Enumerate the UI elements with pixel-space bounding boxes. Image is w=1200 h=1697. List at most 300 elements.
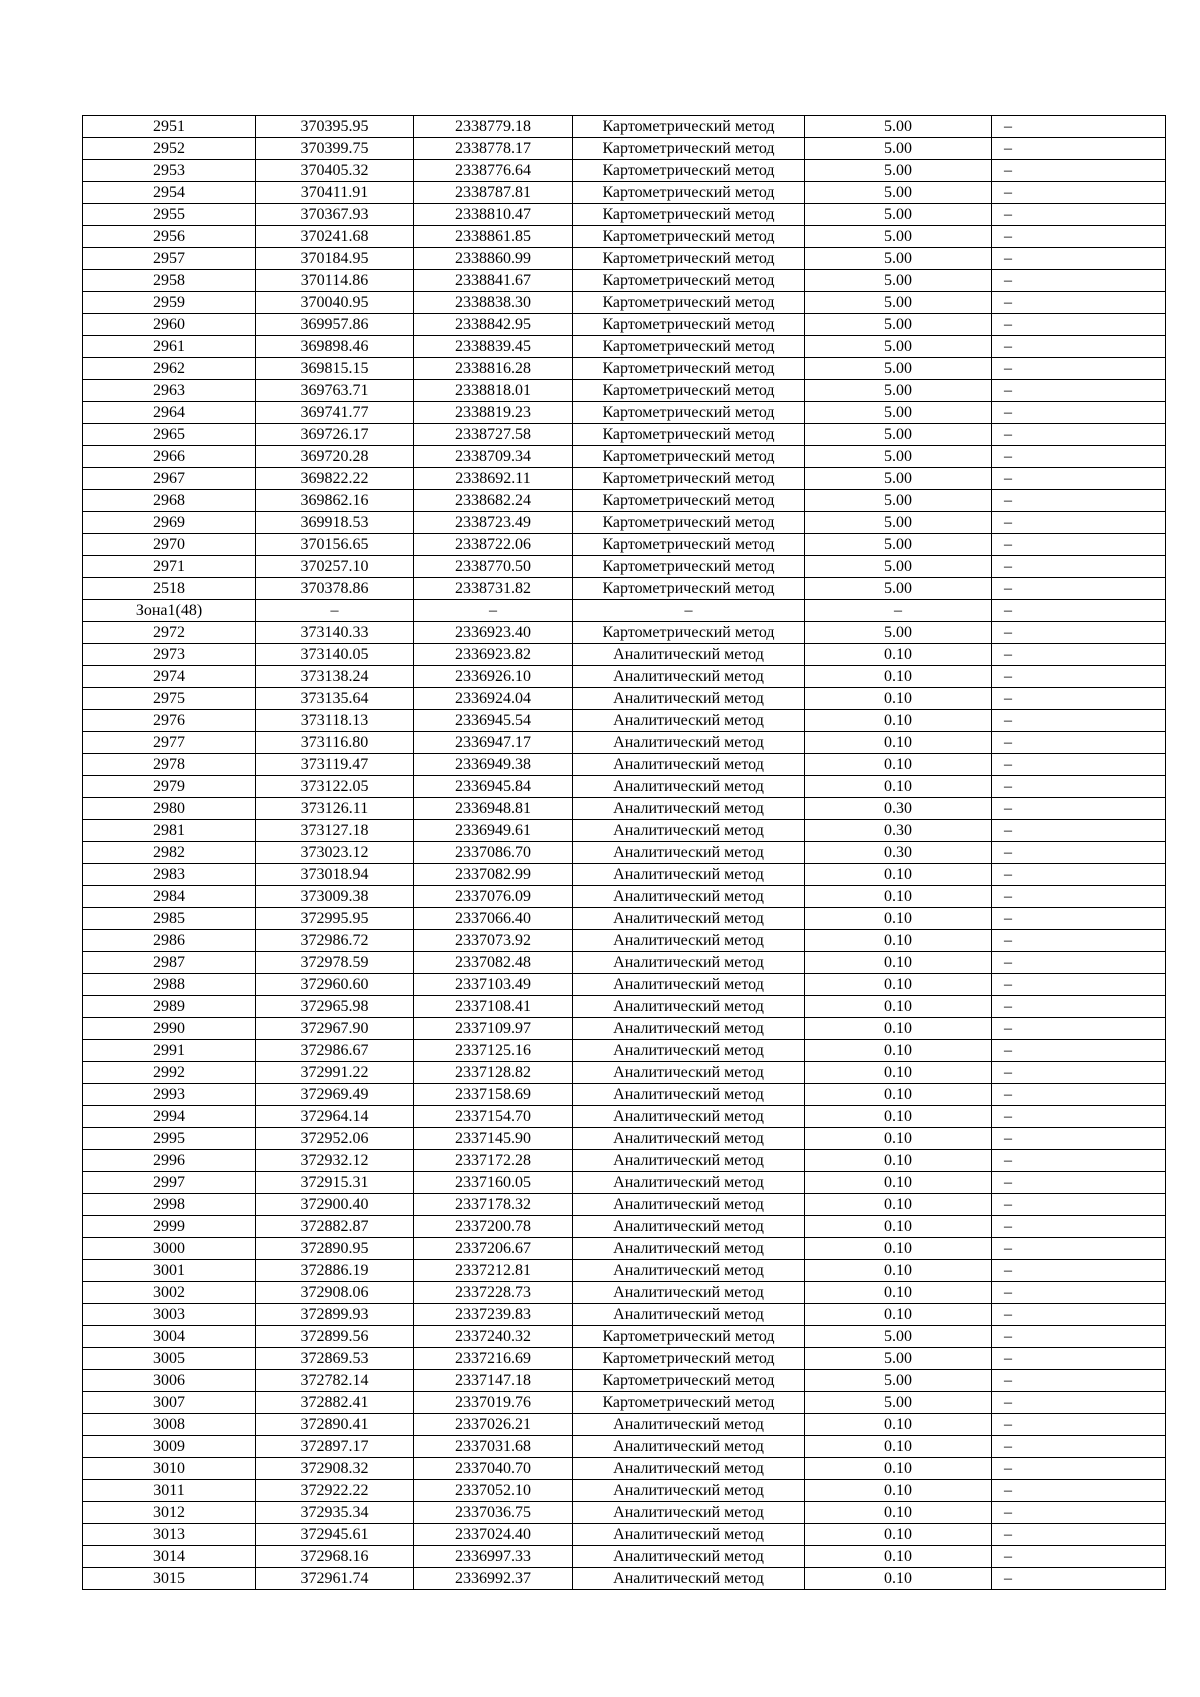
y-coordinate-cell: 2337128.82 (414, 1062, 573, 1084)
accuracy-cell: 0.10 (805, 930, 992, 952)
method-cell: Аналитический метод (573, 644, 805, 666)
point-number-cell: 3005 (83, 1348, 256, 1370)
point-number-cell: 2997 (83, 1172, 256, 1194)
table-row (83, 1414, 1166, 1436)
method-cell: Аналитический метод (573, 886, 805, 908)
point-number-cell: 2974 (83, 666, 256, 688)
y-coordinate-cell: 2337024.40 (414, 1524, 573, 1546)
accuracy-cell: 0.10 (805, 952, 992, 974)
point-number-cell: 2960 (83, 314, 256, 336)
x-coordinate-cell: 369918.53 (256, 512, 414, 534)
x-coordinate-cell: 370367.93 (256, 204, 414, 226)
note-cell: – (992, 622, 1166, 644)
accuracy-cell: 5.00 (805, 182, 992, 204)
table-row (83, 204, 1166, 226)
accuracy-cell: 5.00 (805, 424, 992, 446)
note-cell: – (992, 424, 1166, 446)
point-number-cell: 2956 (83, 226, 256, 248)
x-coordinate-cell: 372899.56 (256, 1326, 414, 1348)
point-number-cell: 2953 (83, 160, 256, 182)
table-row (83, 1326, 1166, 1348)
x-coordinate-cell: 372935.34 (256, 1502, 414, 1524)
point-number-cell: 2983 (83, 864, 256, 886)
method-cell: Аналитический метод (573, 1458, 805, 1480)
note-cell: – (992, 1392, 1166, 1414)
y-coordinate-cell: 2338816.28 (414, 358, 573, 380)
method-cell: Аналитический метод (573, 666, 805, 688)
table-row (83, 1304, 1166, 1326)
point-number-cell: 2987 (83, 952, 256, 974)
note-cell: – (992, 116, 1166, 138)
point-number-cell: 2968 (83, 490, 256, 512)
y-coordinate-cell: 2337145.90 (414, 1128, 573, 1150)
note-cell: – (992, 270, 1166, 292)
accuracy-cell: 5.00 (805, 116, 992, 138)
note-cell: – (992, 908, 1166, 930)
note-cell: – (992, 688, 1166, 710)
table-row (83, 1084, 1166, 1106)
table-row (83, 1062, 1166, 1084)
x-coordinate-cell: 372968.16 (256, 1546, 414, 1568)
method-cell: Картометрический метод (573, 446, 805, 468)
method-cell: – (573, 600, 805, 622)
point-number-cell: 2957 (83, 248, 256, 270)
y-coordinate-cell: 2336948.81 (414, 798, 573, 820)
table-row (83, 644, 1166, 666)
accuracy-cell: 0.10 (805, 1414, 992, 1436)
point-number-cell: 2967 (83, 468, 256, 490)
note-cell: – (992, 1172, 1166, 1194)
method-cell: Картометрический метод (573, 468, 805, 490)
y-coordinate-cell: 2336923.40 (414, 622, 573, 644)
method-cell: Аналитический метод (573, 908, 805, 930)
point-number-cell: 3013 (83, 1524, 256, 1546)
method-cell: Аналитический метод (573, 1106, 805, 1128)
y-coordinate-cell: 2338819.23 (414, 402, 573, 424)
point-number-cell: 3006 (83, 1370, 256, 1392)
table-row (83, 1260, 1166, 1282)
point-number-cell: 2518 (83, 578, 256, 600)
y-coordinate-cell: 2337239.83 (414, 1304, 573, 1326)
accuracy-cell: 5.00 (805, 358, 992, 380)
table-row (83, 1436, 1166, 1458)
x-coordinate-cell: 372869.53 (256, 1348, 414, 1370)
method-cell: Аналитический метод (573, 1524, 805, 1546)
method-cell: Картометрический метод (573, 270, 805, 292)
note-cell: – (992, 1568, 1166, 1590)
x-coordinate-cell: 370378.86 (256, 578, 414, 600)
method-cell: Картометрический метод (573, 424, 805, 446)
method-cell: Аналитический метод (573, 842, 805, 864)
note-cell: – (992, 1458, 1166, 1480)
point-number-cell: 2972 (83, 622, 256, 644)
x-coordinate-cell: 373138.24 (256, 666, 414, 688)
y-coordinate-cell: 2337178.32 (414, 1194, 573, 1216)
table-row (83, 1238, 1166, 1260)
note-cell: – (992, 1150, 1166, 1172)
x-coordinate-cell: 373119.47 (256, 754, 414, 776)
point-number-cell: 2996 (83, 1150, 256, 1172)
method-cell: Аналитический метод (573, 1546, 805, 1568)
x-coordinate-cell: 369720.28 (256, 446, 414, 468)
table-row (83, 666, 1166, 688)
accuracy-cell: 5.00 (805, 468, 992, 490)
note-cell: – (992, 1370, 1166, 1392)
x-coordinate-cell: 372932.12 (256, 1150, 414, 1172)
method-cell: Аналитический метод (573, 864, 805, 886)
point-number-cell: 3009 (83, 1436, 256, 1458)
note-cell: – (992, 1106, 1166, 1128)
y-coordinate-cell: 2337026.21 (414, 1414, 573, 1436)
method-cell: Картометрический метод (573, 358, 805, 380)
table-row (83, 556, 1166, 578)
table-row (83, 1194, 1166, 1216)
note-cell: – (992, 490, 1166, 512)
x-coordinate-cell: 372900.40 (256, 1194, 414, 1216)
x-coordinate-cell: 369763.71 (256, 380, 414, 402)
method-cell: Картометрический метод (573, 138, 805, 160)
method-cell: Картометрический метод (573, 1370, 805, 1392)
point-number-cell: 2999 (83, 1216, 256, 1238)
accuracy-cell: 5.00 (805, 204, 992, 226)
y-coordinate-cell: 2337125.16 (414, 1040, 573, 1062)
x-coordinate-cell: 372890.41 (256, 1414, 414, 1436)
table-row (83, 996, 1166, 1018)
point-number-cell: 2965 (83, 424, 256, 446)
note-cell: – (992, 974, 1166, 996)
accuracy-cell: 0.10 (805, 1018, 992, 1040)
y-coordinate-cell: 2337109.97 (414, 1018, 573, 1040)
table-row (83, 446, 1166, 468)
y-coordinate-cell: 2337216.69 (414, 1348, 573, 1370)
table-row (83, 1040, 1166, 1062)
y-coordinate-cell: 2338682.24 (414, 490, 573, 512)
table-row (83, 248, 1166, 270)
note-cell: – (992, 446, 1166, 468)
x-coordinate-cell: 372961.74 (256, 1568, 414, 1590)
note-cell: – (992, 160, 1166, 182)
y-coordinate-cell: 2337108.41 (414, 996, 573, 1018)
note-cell: – (992, 644, 1166, 666)
method-cell: Аналитический метод (573, 996, 805, 1018)
method-cell: Картометрический метод (573, 622, 805, 644)
table-row (83, 842, 1166, 864)
note-cell: – (992, 666, 1166, 688)
accuracy-cell: 5.00 (805, 578, 992, 600)
x-coordinate-cell: 372995.95 (256, 908, 414, 930)
method-cell: Аналитический метод (573, 1304, 805, 1326)
accuracy-cell: 0.10 (805, 1304, 992, 1326)
x-coordinate-cell: 370184.95 (256, 248, 414, 270)
point-number-cell: 2981 (83, 820, 256, 842)
x-coordinate-cell: 372969.49 (256, 1084, 414, 1106)
y-coordinate-cell: 2337036.75 (414, 1502, 573, 1524)
point-number-cell: 3014 (83, 1546, 256, 1568)
point-number-cell: 3001 (83, 1260, 256, 1282)
note-cell: – (992, 1546, 1166, 1568)
point-number-cell: 3007 (83, 1392, 256, 1414)
point-number-cell: 3011 (83, 1480, 256, 1502)
y-coordinate-cell: 2336945.84 (414, 776, 573, 798)
accuracy-cell: 0.10 (805, 754, 992, 776)
point-number-cell: 2955 (83, 204, 256, 226)
table-row (83, 864, 1166, 886)
point-number-cell: 2990 (83, 1018, 256, 1040)
accuracy-cell: 0.10 (805, 732, 992, 754)
accuracy-cell: 5.00 (805, 292, 992, 314)
y-coordinate-cell: 2337031.68 (414, 1436, 573, 1458)
method-cell: Аналитический метод (573, 820, 805, 842)
point-number-cell: 3008 (83, 1414, 256, 1436)
point-number-cell: 3004 (83, 1326, 256, 1348)
table-row (83, 138, 1166, 160)
method-cell: Аналитический метод (573, 776, 805, 798)
accuracy-cell: 0.10 (805, 1128, 992, 1150)
table-row (83, 1480, 1166, 1502)
table-row (83, 534, 1166, 556)
x-coordinate-cell: 372967.90 (256, 1018, 414, 1040)
note-cell: – (992, 600, 1166, 622)
table-row (83, 1216, 1166, 1238)
accuracy-cell: 5.00 (805, 226, 992, 248)
table-row (83, 1458, 1166, 1480)
y-coordinate-cell: 2337212.81 (414, 1260, 573, 1282)
point-number-cell: 2980 (83, 798, 256, 820)
note-cell: – (992, 358, 1166, 380)
y-coordinate-cell: 2337200.78 (414, 1216, 573, 1238)
method-cell: Аналитический метод (573, 1172, 805, 1194)
note-cell: – (992, 336, 1166, 358)
point-number-cell: 3015 (83, 1568, 256, 1590)
method-cell: Картометрический метод (573, 556, 805, 578)
x-coordinate-cell: 369726.17 (256, 424, 414, 446)
method-cell: Картометрический метод (573, 490, 805, 512)
x-coordinate-cell: 373126.11 (256, 798, 414, 820)
y-coordinate-cell: 2338860.99 (414, 248, 573, 270)
point-number-cell: 3000 (83, 1238, 256, 1260)
x-coordinate-cell: 372882.87 (256, 1216, 414, 1238)
y-coordinate-cell: 2337082.99 (414, 864, 573, 886)
y-coordinate-cell: 2338841.67 (414, 270, 573, 292)
accuracy-cell: 0.10 (805, 1238, 992, 1260)
method-cell: Аналитический метод (573, 798, 805, 820)
coordinates-table-body (83, 116, 1166, 1590)
y-coordinate-cell: 2338779.18 (414, 116, 573, 138)
note-cell: – (992, 1524, 1166, 1546)
point-number-cell: 2966 (83, 446, 256, 468)
table-row (83, 1568, 1166, 1590)
table-row (83, 424, 1166, 446)
accuracy-cell: 5.00 (805, 1326, 992, 1348)
accuracy-cell: 0.10 (805, 1150, 992, 1172)
method-cell: Картометрический метод (573, 336, 805, 358)
y-coordinate-cell: 2337086.70 (414, 842, 573, 864)
method-cell: Аналитический метод (573, 930, 805, 952)
x-coordinate-cell: 373122.05 (256, 776, 414, 798)
accuracy-cell: 5.00 (805, 556, 992, 578)
table-row (83, 182, 1166, 204)
accuracy-cell: 5.00 (805, 1370, 992, 1392)
y-coordinate-cell: 2337066.40 (414, 908, 573, 930)
note-cell: – (992, 798, 1166, 820)
table-row (83, 1150, 1166, 1172)
method-cell: Аналитический метод (573, 1414, 805, 1436)
method-cell: Аналитический метод (573, 952, 805, 974)
accuracy-cell: 0.10 (805, 1194, 992, 1216)
y-coordinate-cell: 2337206.67 (414, 1238, 573, 1260)
x-coordinate-cell: 372899.93 (256, 1304, 414, 1326)
y-coordinate-cell: 2337172.28 (414, 1150, 573, 1172)
method-cell: Картометрический метод (573, 248, 805, 270)
x-coordinate-cell: 373009.38 (256, 886, 414, 908)
accuracy-cell: 5.00 (805, 534, 992, 556)
y-coordinate-cell: 2336949.61 (414, 820, 573, 842)
y-coordinate-cell: 2338770.50 (414, 556, 573, 578)
table-row (83, 116, 1166, 138)
table-row (83, 974, 1166, 996)
accuracy-cell: 5.00 (805, 1392, 992, 1414)
note-cell: – (992, 248, 1166, 270)
note-cell: – (992, 204, 1166, 226)
y-coordinate-cell: 2337154.70 (414, 1106, 573, 1128)
y-coordinate-cell: 2336924.04 (414, 688, 573, 710)
x-coordinate-cell: 372952.06 (256, 1128, 414, 1150)
accuracy-cell: 0.10 (805, 1260, 992, 1282)
accuracy-cell: 5.00 (805, 622, 992, 644)
note-cell: – (992, 1194, 1166, 1216)
point-number-cell: 2970 (83, 534, 256, 556)
x-coordinate-cell: 372915.31 (256, 1172, 414, 1194)
y-coordinate-cell: 2336947.17 (414, 732, 573, 754)
method-cell: Картометрический метод (573, 1326, 805, 1348)
y-coordinate-cell: 2337073.92 (414, 930, 573, 952)
note-cell: – (992, 556, 1166, 578)
note-cell: – (992, 1084, 1166, 1106)
point-number-cell: 3003 (83, 1304, 256, 1326)
accuracy-cell: 0.10 (805, 1546, 992, 1568)
x-coordinate-cell: 370241.68 (256, 226, 414, 248)
accuracy-cell: 5.00 (805, 314, 992, 336)
accuracy-cell: 0.10 (805, 1172, 992, 1194)
point-number-cell: 2985 (83, 908, 256, 930)
accuracy-cell: 0.30 (805, 842, 992, 864)
method-cell: Аналитический метод (573, 1194, 805, 1216)
table-row (83, 930, 1166, 952)
note-cell: – (992, 820, 1166, 842)
accuracy-cell: 5.00 (805, 248, 992, 270)
point-number-cell: 2961 (83, 336, 256, 358)
method-cell: Картометрический метод (573, 1348, 805, 1370)
x-coordinate-cell: 370257.10 (256, 556, 414, 578)
y-coordinate-cell: 2338861.85 (414, 226, 573, 248)
y-coordinate-cell: 2337040.70 (414, 1458, 573, 1480)
y-coordinate-cell: 2337240.32 (414, 1326, 573, 1348)
method-cell: Аналитический метод (573, 1062, 805, 1084)
x-coordinate-cell: 370399.75 (256, 138, 414, 160)
table-row (83, 358, 1166, 380)
x-coordinate-cell: 369957.86 (256, 314, 414, 336)
accuracy-cell: 0.10 (805, 644, 992, 666)
accuracy-cell: 5.00 (805, 446, 992, 468)
x-coordinate-cell: 370156.65 (256, 534, 414, 556)
point-number-cell: 2991 (83, 1040, 256, 1062)
note-cell: – (992, 1216, 1166, 1238)
point-number-cell: 2962 (83, 358, 256, 380)
point-number-cell: 2992 (83, 1062, 256, 1084)
table-row (83, 1106, 1166, 1128)
x-coordinate-cell: 373018.94 (256, 864, 414, 886)
y-coordinate-cell: 2338727.58 (414, 424, 573, 446)
point-number-cell: 2963 (83, 380, 256, 402)
table-row (83, 1348, 1166, 1370)
x-coordinate-cell: 372897.17 (256, 1436, 414, 1458)
method-cell: Картометрический метод (573, 1392, 805, 1414)
note-cell: – (992, 1040, 1166, 1062)
x-coordinate-cell: 373140.05 (256, 644, 414, 666)
y-coordinate-cell: 2337103.49 (414, 974, 573, 996)
table-row (83, 1546, 1166, 1568)
note-cell: – (992, 226, 1166, 248)
point-number-cell: 2978 (83, 754, 256, 776)
note-cell: – (992, 1062, 1166, 1084)
method-cell: Аналитический метод (573, 1084, 805, 1106)
coordinates-table (82, 115, 1166, 1590)
note-cell: – (992, 864, 1166, 886)
accuracy-cell: 0.10 (805, 1216, 992, 1238)
point-number-cell: 2988 (83, 974, 256, 996)
x-coordinate-cell: 369898.46 (256, 336, 414, 358)
table-row (83, 160, 1166, 182)
x-coordinate-cell: 372991.22 (256, 1062, 414, 1084)
y-coordinate-cell: 2338692.11 (414, 468, 573, 490)
method-cell: Картометрический метод (573, 204, 805, 226)
point-number-cell: 2998 (83, 1194, 256, 1216)
accuracy-cell: 0.10 (805, 666, 992, 688)
note-cell: – (992, 138, 1166, 160)
point-number-cell: 2971 (83, 556, 256, 578)
accuracy-cell: 0.10 (805, 776, 992, 798)
point-number-cell: 2986 (83, 930, 256, 952)
table-row (83, 1392, 1166, 1414)
point-number-cell: 2958 (83, 270, 256, 292)
note-cell: – (992, 292, 1166, 314)
x-coordinate-cell: 372922.22 (256, 1480, 414, 1502)
accuracy-cell: 5.00 (805, 490, 992, 512)
accuracy-cell: 0.10 (805, 908, 992, 930)
note-cell: – (992, 1128, 1166, 1150)
note-cell: – (992, 1018, 1166, 1040)
x-coordinate-cell: 372945.61 (256, 1524, 414, 1546)
note-cell: – (992, 1238, 1166, 1260)
table-row (83, 688, 1166, 710)
table-row (83, 226, 1166, 248)
point-number-cell: Зона1(48) (83, 600, 256, 622)
table-row (83, 578, 1166, 600)
accuracy-cell: 0.10 (805, 996, 992, 1018)
accuracy-cell: 0.10 (805, 1480, 992, 1502)
y-coordinate-cell: 2338838.30 (414, 292, 573, 314)
x-coordinate-cell: – (256, 600, 414, 622)
table-row (83, 600, 1166, 622)
note-cell: – (992, 380, 1166, 402)
x-coordinate-cell: 372986.67 (256, 1040, 414, 1062)
y-coordinate-cell: 2338810.47 (414, 204, 573, 226)
note-cell: – (992, 732, 1166, 754)
x-coordinate-cell: 372782.14 (256, 1370, 414, 1392)
x-coordinate-cell: 372965.98 (256, 996, 414, 1018)
method-cell: Картометрический метод (573, 402, 805, 424)
y-coordinate-cell: 2337052.10 (414, 1480, 573, 1502)
